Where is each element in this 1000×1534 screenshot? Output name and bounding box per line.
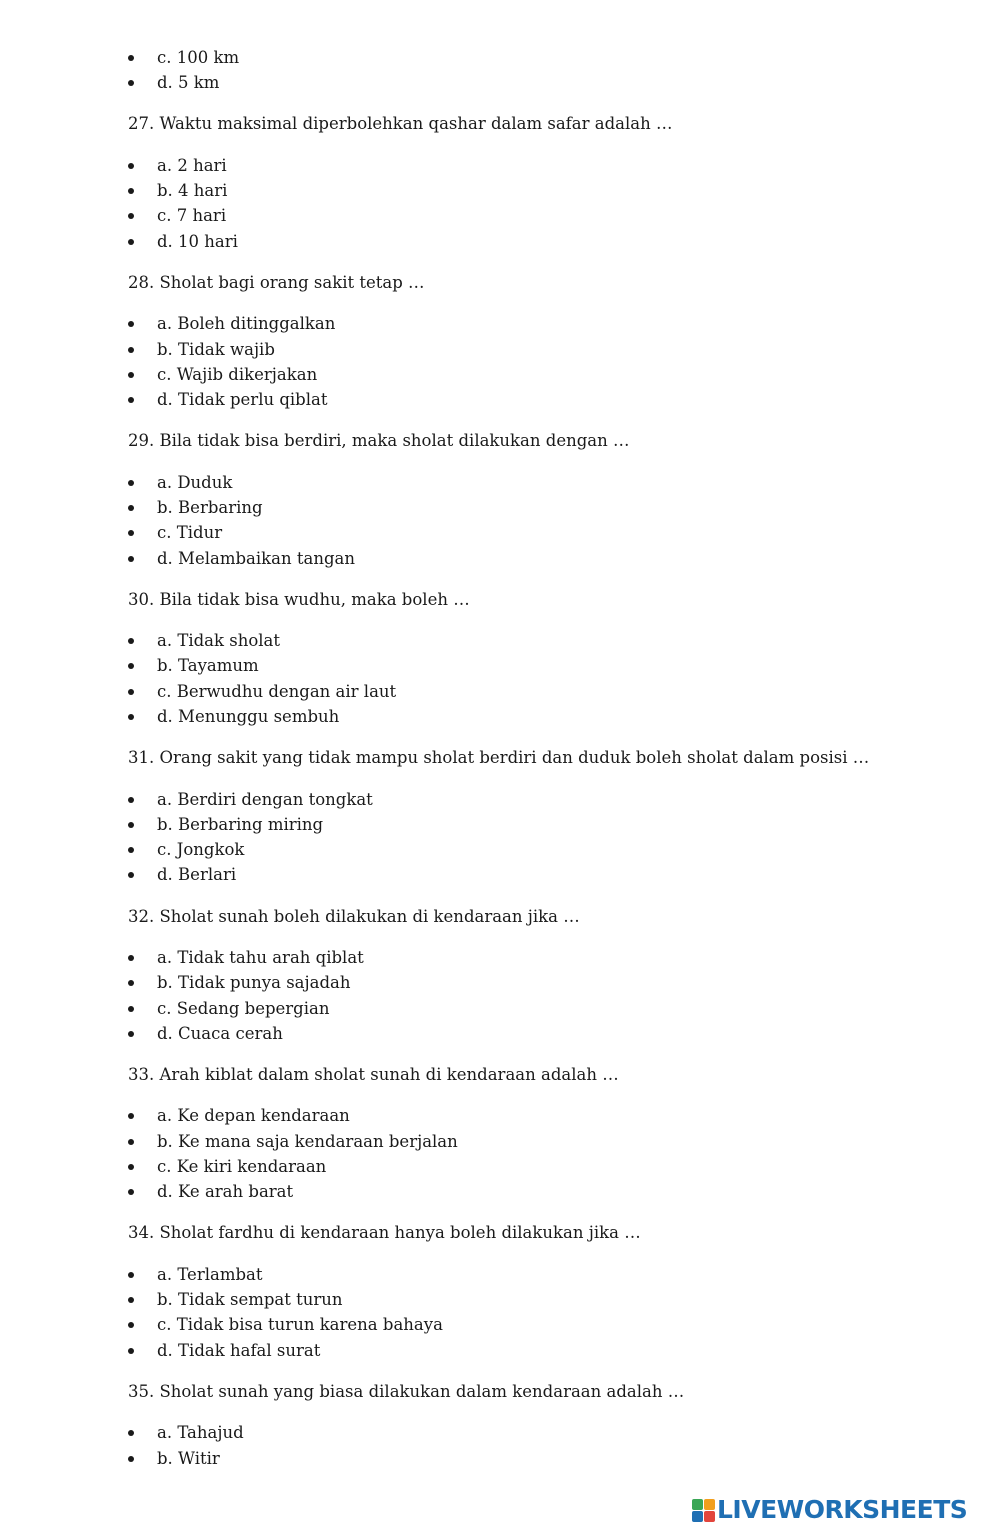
option-label: b. Berbaring miring bbox=[157, 815, 324, 834]
option-label: c. Tidur bbox=[157, 523, 223, 542]
option-item[interactable] bbox=[0, 231, 1000, 253]
logo-block-icon bbox=[692, 1499, 703, 1510]
option-item[interactable] bbox=[0, 839, 1000, 861]
option-item[interactable] bbox=[0, 472, 1000, 494]
logo-block-icon bbox=[692, 1511, 703, 1522]
option-label: b. Tayamum bbox=[157, 656, 259, 675]
bullet-icon bbox=[128, 1139, 134, 1145]
option-item[interactable] bbox=[0, 972, 1000, 994]
option-item[interactable] bbox=[0, 548, 1000, 570]
option-item[interactable] bbox=[0, 72, 1000, 94]
question-text: 35. Sholat sunah yang biasa dilakukan dalam kendaraan adalah … bbox=[128, 1382, 685, 1401]
bullet-icon bbox=[128, 663, 134, 669]
option-label: d. Melambaikan tangan bbox=[157, 549, 355, 568]
option-item[interactable] bbox=[0, 1422, 1000, 1444]
option-label: c. Sedang bepergian bbox=[157, 999, 330, 1018]
bullet-icon bbox=[128, 1272, 134, 1278]
bullet-icon bbox=[128, 530, 134, 536]
option-item[interactable] bbox=[0, 1156, 1000, 1178]
option-label: d. Ke arah barat bbox=[157, 1182, 294, 1201]
bullet-icon bbox=[128, 1430, 134, 1436]
option-label: c. 7 hari bbox=[157, 206, 227, 225]
logo-block-icon bbox=[704, 1511, 715, 1522]
option-label: a. 2 hari bbox=[157, 156, 227, 175]
option-item[interactable] bbox=[0, 1289, 1000, 1311]
option-label: d. 10 hari bbox=[157, 232, 238, 251]
option-label: a. Tahajud bbox=[157, 1423, 244, 1442]
option-item[interactable] bbox=[0, 1181, 1000, 1203]
option-item[interactable] bbox=[0, 1340, 1000, 1362]
bullet-icon bbox=[128, 714, 134, 720]
logo-block-icon bbox=[704, 1499, 715, 1510]
option-item[interactable] bbox=[0, 998, 1000, 1020]
bullet-icon bbox=[128, 372, 134, 378]
bullet-icon bbox=[128, 1031, 134, 1037]
option-item[interactable] bbox=[0, 1105, 1000, 1127]
bullet-icon bbox=[128, 689, 134, 695]
option-label: b. Tidak wajib bbox=[157, 340, 275, 359]
option-label: a. Tidak sholat bbox=[157, 631, 281, 650]
bullet-icon bbox=[128, 213, 134, 219]
option-item[interactable] bbox=[0, 814, 1000, 836]
bullet-icon bbox=[128, 347, 134, 353]
bullet-icon bbox=[128, 505, 134, 511]
option-item[interactable] bbox=[0, 1448, 1000, 1470]
bullet-icon bbox=[128, 1189, 134, 1195]
option-label: d. Berlari bbox=[157, 865, 237, 884]
option-item[interactable] bbox=[0, 706, 1000, 728]
option-label: a. Terlambat bbox=[157, 1265, 263, 1284]
option-label: b. Berbaring bbox=[157, 498, 263, 517]
bullet-icon bbox=[128, 847, 134, 853]
bullet-icon bbox=[128, 1456, 134, 1462]
bullet-icon bbox=[128, 1322, 134, 1328]
option-label: d. Menunggu sembuh bbox=[157, 707, 340, 726]
option-label: b. Tidak punya sajadah bbox=[157, 973, 351, 992]
bullet-icon bbox=[128, 872, 134, 878]
option-item[interactable] bbox=[0, 522, 1000, 544]
question-text: 32. Sholat sunah boleh dilakukan di kendaraan jika … bbox=[128, 907, 580, 926]
option-item[interactable] bbox=[0, 1131, 1000, 1153]
bullet-icon bbox=[128, 822, 134, 828]
question-text: 30. Bila tidak bisa wudhu, maka boleh … bbox=[128, 590, 470, 609]
question-text: 31. Orang sakit yang tidak mampu sholat berdiri dan duduk boleh sholat dalam posisi … bbox=[128, 748, 870, 767]
option-item[interactable] bbox=[0, 655, 1000, 677]
option-item[interactable] bbox=[0, 205, 1000, 227]
option-item[interactable] bbox=[0, 339, 1000, 361]
option-item[interactable] bbox=[0, 789, 1000, 811]
option-label: c. Tidak bisa turun karena bahaya bbox=[157, 1315, 443, 1334]
logo-text: LIVEWORKSHEETS bbox=[717, 1495, 968, 1524]
option-item[interactable] bbox=[0, 1023, 1000, 1045]
option-item[interactable] bbox=[0, 1314, 1000, 1336]
liveworksheets-blocks-icon bbox=[692, 1499, 715, 1522]
bullet-icon bbox=[128, 239, 134, 245]
bullet-icon bbox=[128, 1113, 134, 1119]
bullet-icon bbox=[128, 980, 134, 986]
option-item[interactable] bbox=[0, 630, 1000, 652]
question-text: 34. Sholat fardhu di kendaraan hanya boleh dilakukan jika … bbox=[128, 1223, 641, 1242]
option-label: c. Berwudhu dengan air laut bbox=[157, 682, 397, 701]
option-label: b. Witir bbox=[157, 1449, 220, 1468]
bullet-icon bbox=[128, 321, 134, 327]
option-label: c. Jongkok bbox=[157, 840, 245, 859]
question-text: 27. Waktu maksimal diperbolehkan qashar dalam safar adalah … bbox=[128, 114, 673, 133]
bullet-icon bbox=[128, 80, 134, 86]
option-item[interactable] bbox=[0, 497, 1000, 519]
option-item[interactable] bbox=[0, 864, 1000, 886]
bullet-icon bbox=[128, 163, 134, 169]
option-item[interactable] bbox=[0, 364, 1000, 386]
option-label: d. 5 km bbox=[157, 73, 220, 92]
bullet-icon bbox=[128, 638, 134, 644]
option-label: b. Ke mana saja kendaraan berjalan bbox=[157, 1132, 458, 1151]
bullet-icon bbox=[128, 397, 134, 403]
bullet-icon bbox=[128, 955, 134, 961]
liveworksheets-logo bbox=[692, 1497, 967, 1523]
option-item[interactable] bbox=[0, 681, 1000, 703]
bullet-icon bbox=[128, 1006, 134, 1012]
option-label: b. 4 hari bbox=[157, 181, 228, 200]
option-label: d. Cuaca cerah bbox=[157, 1024, 283, 1043]
option-item[interactable] bbox=[0, 1264, 1000, 1286]
bullet-icon bbox=[128, 1164, 134, 1170]
option-item[interactable] bbox=[0, 313, 1000, 335]
option-label: b. Tidak sempat turun bbox=[157, 1290, 343, 1309]
bullet-icon bbox=[128, 188, 134, 194]
option-label: a. Ke depan kendaraan bbox=[157, 1106, 350, 1125]
option-item[interactable] bbox=[0, 47, 1000, 69]
bullet-icon bbox=[128, 556, 134, 562]
question-text: 29. Bila tidak bisa berdiri, maka sholat dilakukan dengan … bbox=[128, 431, 630, 450]
option-item[interactable] bbox=[0, 389, 1000, 411]
option-item[interactable] bbox=[0, 180, 1000, 202]
bullet-icon bbox=[128, 1297, 134, 1303]
option-item[interactable] bbox=[0, 947, 1000, 969]
option-label: d. Tidak hafal surat bbox=[157, 1341, 321, 1360]
option-label: d. Tidak perlu qiblat bbox=[157, 390, 328, 409]
bullet-icon bbox=[128, 480, 134, 486]
question-text: 33. Arah kiblat dalam sholat sunah di kendaraan adalah … bbox=[128, 1065, 619, 1084]
option-label: c. Wajib dikerjakan bbox=[157, 365, 318, 384]
bullet-icon bbox=[128, 55, 134, 61]
option-label: a. Boleh ditinggalkan bbox=[157, 314, 336, 333]
bullet-icon bbox=[128, 797, 134, 803]
option-item[interactable] bbox=[0, 155, 1000, 177]
option-label: a. Tidak tahu arah qiblat bbox=[157, 948, 364, 967]
question-text: 28. Sholat bagi orang sakit tetap … bbox=[128, 273, 425, 292]
option-label: c. Ke kiri kendaraan bbox=[157, 1157, 327, 1176]
bullet-icon bbox=[128, 1348, 134, 1354]
option-label: a. Berdiri dengan tongkat bbox=[157, 790, 373, 809]
option-label: c. 100 km bbox=[157, 48, 240, 67]
option-label: a. Duduk bbox=[157, 473, 233, 492]
